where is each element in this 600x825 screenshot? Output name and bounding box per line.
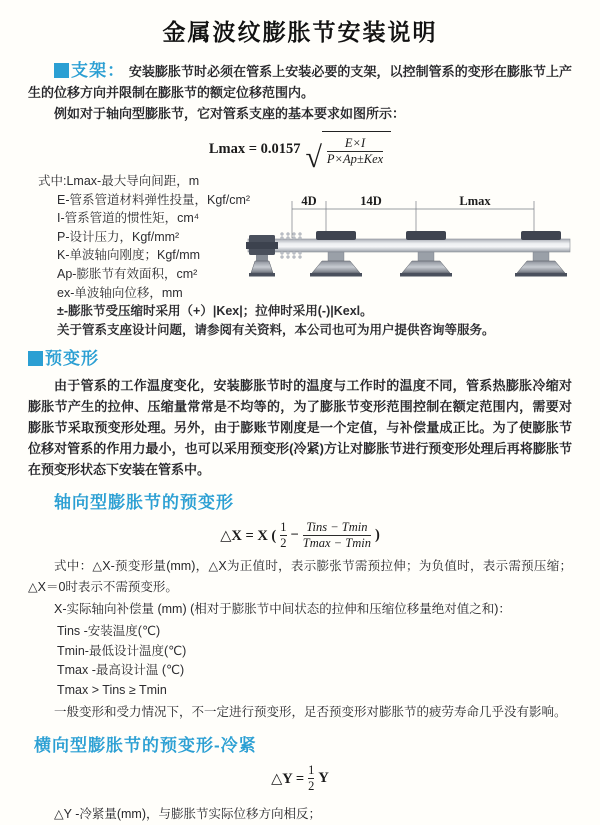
guide-spacing-formula (28, 131, 572, 174)
fraction-denominator: P×Ap±Kex (326, 152, 384, 166)
minus-operator: − (290, 527, 299, 544)
lateral-predeform-formula (28, 763, 572, 794)
closing-paren: ) (374, 527, 380, 544)
definition-item: E-管系管道材料弹性投量，Kgf/cm² (57, 192, 251, 207)
definition-item: 式中:Lmax-最大导向间距，m (38, 174, 200, 188)
radicand (322, 131, 391, 167)
definition-item: I-管系管道的惯性矩，cm⁴ (57, 211, 200, 226)
dim-label-4d: 4D (301, 194, 317, 208)
dim-label-lmax: Lmax (459, 194, 491, 208)
section-bullet-icon (54, 63, 69, 78)
lateral-sub-heading: 横向型膨胀节的预变形-冷紧 (34, 736, 257, 756)
definition-item: P-设计压力，Kgf/mm² (57, 229, 180, 244)
axial-explain-2: X-实际轴向补偿量 (mm) (相对于膨胀节中间状态的拉伸和压缩位移量绝对值之和)： (54, 602, 511, 617)
support-example-line (28, 103, 572, 124)
guide-support (400, 231, 452, 277)
axial-explain-1: 式中：△X-预变形量(mm)，△X为正值时，表示膨张节需预拉伸；为负值时，表示需预压缩；△X＝0时表示不需预变形。 (28, 559, 572, 595)
formula-prefix: Lmax = 0.0157 (208, 140, 301, 157)
fraction-numerator: E×I (344, 136, 366, 150)
temp-item: Tmax > Tins ≥ Tmin (57, 682, 167, 697)
support-example-text: 例如对于轴向型膨胀节，它对管系支座的基本要求如图所示： (54, 106, 406, 121)
predeform-heading-line (28, 348, 572, 371)
support-intro-text: 安装膨胀节时必须在管系上安装必要的支架，以控制管系的变形在膨胀节上产生的位移方向并限制在膨胀节的额定位移范围内。 (28, 64, 572, 100)
half-fraction (308, 763, 314, 794)
temp-item: Tmax -最高设计温 (℃) (57, 663, 185, 678)
axial-sub-heading: 轴向型膨胀节的预变形 (54, 493, 234, 513)
definition-item: ex-单波轴向位移，mm (57, 285, 183, 300)
fraction-denominator: 2 (280, 536, 287, 551)
formula-suffix: Y (318, 770, 329, 787)
formula-prefix: △Y = (271, 770, 305, 787)
anchor-support (246, 235, 278, 277)
axial-note: 一般变形和受力情况下，不一定进行预变形，足否预变形对膨胀节的疲劳寿命几乎没有影响。 (54, 705, 567, 720)
page-title: 金属波纹膨胀节安装说明 (162, 19, 438, 45)
fraction-numerator: 1 (308, 763, 315, 778)
support-section-heading: 支架： (71, 61, 126, 80)
predeform-section-heading: 预变形 (45, 349, 99, 369)
pipe-support-diagram (246, 192, 598, 292)
temp-item: Tmin-最低设计温度(℃) (57, 643, 187, 658)
lateral-explain: △Y -冷紧量(mm)，与膨胀节实际位移方向相反； (54, 807, 322, 822)
temperature-fraction (303, 520, 371, 551)
guide-support (515, 231, 567, 277)
definition-item: K-单波轴向刚度；Kgf/mm (57, 248, 201, 263)
definition-item: 关于管系支座设计问题，请参阅有关资料，本公司也可为用户提供咨询等服务。 (57, 322, 495, 337)
axial-predeform-formula (28, 520, 572, 551)
half-fraction (280, 520, 286, 551)
fraction-denominator: Tmax − Tmin (302, 536, 371, 551)
formula-prefix: △X = X ( (220, 527, 277, 544)
temperature-definitions (57, 622, 572, 700)
sqrt-symbol: √ (305, 140, 322, 174)
temp-item: Tins -安装温度(℃) (57, 624, 161, 639)
definition-item: ±-膨胀节受压缩时采用（+）|Kex|；拉伸时采用(-)|Kexl。 (57, 304, 373, 319)
formula-fraction (327, 136, 383, 167)
support-intro-paragraph (28, 60, 572, 103)
guide-support (310, 231, 362, 277)
fraction-numerator: Tins − Tmin (306, 520, 368, 535)
square-root (305, 131, 391, 174)
dim-label-14d: 14D (360, 194, 382, 208)
definition-item: Ap-膨胀节有效面积，cm² (57, 266, 198, 281)
pipe (248, 239, 570, 252)
section-bullet-icon (28, 351, 43, 366)
fraction-denominator: 2 (308, 779, 315, 794)
predeform-paragraph: 由于管系的工作温度变化，安装膨胀节时的温度与工作时的温度不同，管系热膨胀冷缩对膨胀节产生的拉伸、压缩量常常是不均等的，为了膨胀节变形范围控制在额定范围内，需要对膨胀节采取预变形处理。另外，由于膨账节刚度是一个定值，与补偿量成正比。为了使膨胀节位移对管系的作用力最小，也可以采用预变形(冷紧)方让对膨胀节进行预变形处理后再将膨胀节在预变形状态下安装在管系中。 (28, 378, 572, 478)
fraction-numerator: 1 (280, 520, 287, 535)
